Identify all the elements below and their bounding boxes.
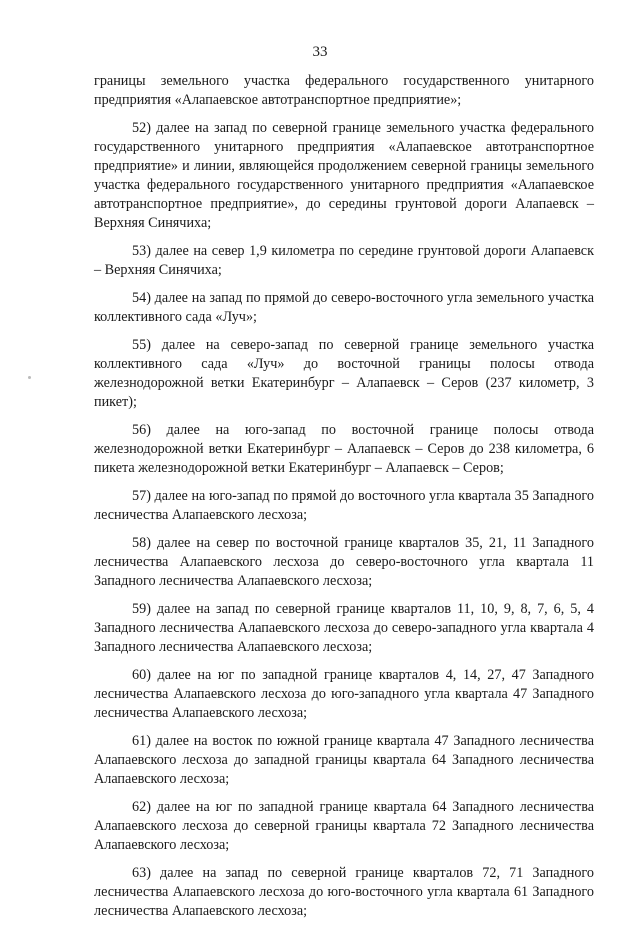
- page-number: 33: [312, 44, 328, 60]
- paragraph-56: 56) далее на юго-запад по восточной границе полосы отвода железнодорожной ветки Екатеринбург – Алапаевск – Серов до 238 километра, 6 пикета железнодорожной ветки Екатеринбург – Алапаевск – Серов;: [94, 422, 594, 476]
- paragraph-58: 58) далее на север по восточной границе кварталов 35, 21, 11 Западного лесничества Алапаевского лесхоза до северо-восточного угла квартала 11 Западного лесничества Алапаевского лесхоза;: [94, 535, 594, 589]
- paragraph-52: 52) далее на запад по северной границе земельного участка федерального государственного унитарного предприятия «Алапаевское автотранспортное предприятие» и линии, являющейся продолжением северной границы земельного участка федерального государственного унитарного предприятия «Алапаевское автотранспортное предприятие», до середины грунтовой дороги Алапаевск – Верхняя Синячиха;: [94, 120, 594, 231]
- paragraph-61: 61) далее на восток по южной границе квартала 47 Западного лесничества Алапаевского лесхоза до западной границы квартала 64 Западного лесничества Алапаевского лесхоза;: [94, 733, 594, 787]
- paragraph-60: 60) далее на юг по западной границе кварталов 4, 14, 27, 47 Западного лесничества Алапаевского лесхоза до юго-западного угла квартала 47 Западного лесничества Алапаевского лесхоза;: [94, 667, 594, 721]
- paragraph-55: 55) далее на северо-запад по северной границе земельного участка коллективного сада «Луч» до восточной границы полосы отвода железнодорожной ветки Екатеринбург – Алапаевск – Серов (237 километр, 3 пикет);: [94, 337, 594, 410]
- paragraph-59: 59) далее на запад по северной границе кварталов 11, 10, 9, 8, 7, 6, 5, 4 Западного лесничества Алапаевского лесхоза до северо-западного угла квартала 4 Западного лесничества Алапаевского лесхоза;: [94, 601, 594, 655]
- document-body: [94, 72, 594, 930]
- scan-speck: [28, 376, 31, 379]
- paragraph-54: 54) далее на запад по прямой до северо-восточного угла земельного участка коллективного сада «Луч»;: [94, 290, 594, 325]
- paragraph-57: 57) далее на юго-запад по прямой до восточного угла квартала 35 Западного лесничества Алапаевского лесхоза;: [94, 488, 594, 523]
- paragraph-continuation: границы земельного участка федерального государственного унитарного предприятия «Алапаевское автотранспортное предприятие»;: [94, 73, 594, 108]
- paragraph-62: 62) далее на юг по западной границе квартала 64 Западного лесничества Алапаевского лесхоза до северной границы квартала 72 Западного лесничества Алапаевского лесхоза;: [94, 799, 594, 853]
- paragraph-53: 53) далее на север 1,9 километра по середине грунтовой дороги Алапаевск – Верхняя Синячиха;: [94, 243, 594, 278]
- paragraph-63: 63) далее на запад по северной границе кварталов 72, 71 Западного лесничества Алапаевского лесхоза до юго-восточного угла квартала 61 Западного лесничества Алапаевского лесхоза;: [94, 865, 594, 919]
